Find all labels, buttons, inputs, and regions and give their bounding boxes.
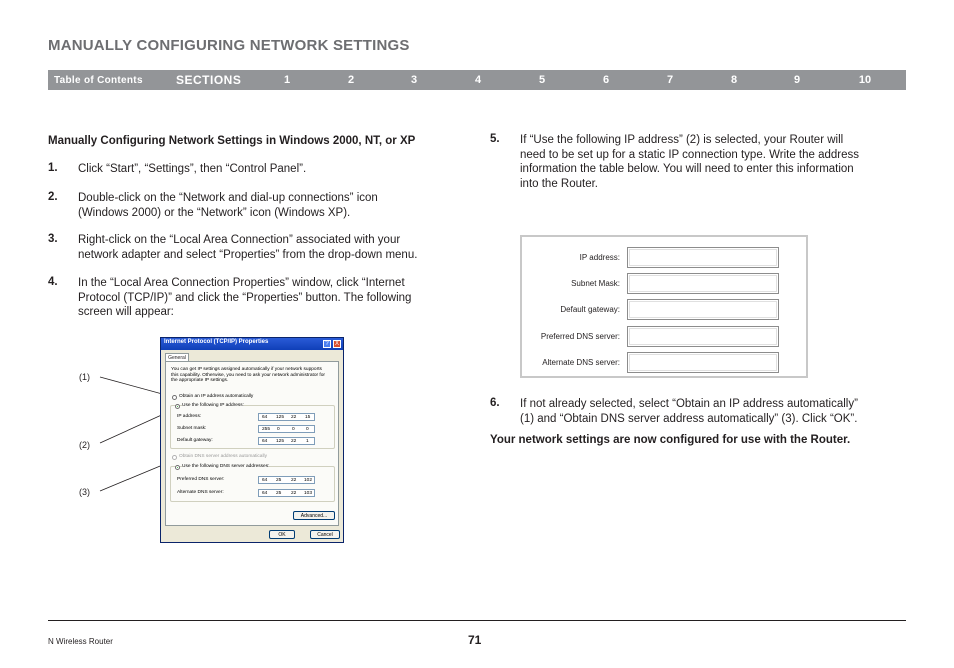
dialog-title: Internet Protocol (TCP/IP) Properties <box>164 339 269 345</box>
step-6-number: 6. <box>490 397 500 409</box>
table-field-alternate-dns[interactable] <box>627 352 779 373</box>
step-3-number: 3. <box>48 233 58 245</box>
step-3-text: Right-click on the “Local Area Connection” associated with your network adapter and select “Properties” from the drop-down menu. <box>78 234 418 261</box>
tab-general[interactable]: General <box>165 353 189 362</box>
section-link-5[interactable]: 5 <box>538 74 546 86</box>
footer-divider <box>48 620 906 621</box>
table-label-subnet-mask: Subnet Mask: <box>571 279 620 288</box>
preferred-dns-label: Preferred DNS server: <box>177 477 225 482</box>
section-link-1[interactable]: 1 <box>283 74 291 86</box>
table-label-default-gateway: Default gateway: <box>560 305 620 314</box>
dialog-panel <box>165 361 339 526</box>
callout-label-1: (1) <box>79 372 90 382</box>
footer-product-name: N Wireless Router <box>48 637 113 646</box>
step-1-text: Click “Start”, “Settings”, then “Control Panel”. <box>78 163 307 175</box>
section-link-9[interactable]: 9 <box>793 74 801 86</box>
callout-label-3: (3) <box>79 487 90 497</box>
section-link-2[interactable]: 2 <box>347 74 355 86</box>
dialog-intro: You can get IP settings assigned automatically if your network supports this capability. Otherwise, you need to ask your network administrator for the appropriate IP settings. <box>171 367 326 384</box>
help-icon[interactable]: ? <box>323 340 331 348</box>
step-1-number: 1. <box>48 162 58 174</box>
default-gateway-field[interactable]: 64 125 22 1 <box>258 437 315 445</box>
step-2-number: 2. <box>48 191 58 203</box>
advanced-button[interactable]: Advanced... <box>293 511 335 520</box>
radio-auto-ip-label: Obtain an IP address automatically <box>179 394 254 399</box>
page-title: MANUALLY CONFIGURING NETWORK SETTINGS <box>48 37 410 54</box>
radio-use-dns-label: Use the following DNS server addresses: <box>182 464 270 469</box>
step-5-number: 5. <box>490 133 500 145</box>
table-of-contents-link[interactable]: Table of Contents <box>54 75 143 86</box>
subnet-mask-field[interactable]: 255 0 0 0 <box>258 425 315 433</box>
radio-use-ip[interactable] <box>175 404 180 409</box>
section-link-6[interactable]: 6 <box>602 74 610 86</box>
section-link-10[interactable]: 10 <box>858 74 872 86</box>
table-label-ip-address: IP address: <box>579 253 620 262</box>
dialog-title-bar <box>161 338 343 350</box>
section-link-3[interactable]: 3 <box>410 74 418 86</box>
preferred-dns-field[interactable]: 64 25 22 102 <box>258 476 315 484</box>
page-number: 71 <box>468 633 482 647</box>
tcpip-properties-dialog <box>160 337 344 543</box>
callout-label-2: (2) <box>79 440 90 450</box>
cancel-button[interactable]: Cancel <box>310 530 340 539</box>
step-4-text: In the “Local Area Connection Properties” window, click “Internet Protocol (TCP/IP)” and click the “Properties” button. The following screen will appear: <box>78 277 412 318</box>
alternate-dns-field[interactable]: 64 25 22 103 <box>258 489 315 497</box>
table-field-default-gateway[interactable] <box>627 299 779 320</box>
step-4-number: 4. <box>48 276 58 288</box>
radio-auto-dns-label: Obtain DNS server address automatically <box>179 454 267 459</box>
ip-settings-table <box>520 235 808 378</box>
table-field-ip-address[interactable] <box>627 247 779 268</box>
section-heading: Manually Configuring Network Settings in Windows 2000, NT, or XP <box>48 135 416 147</box>
section-link-8[interactable]: 8 <box>730 74 738 86</box>
radio-use-dns[interactable] <box>175 465 180 470</box>
ip-address-field[interactable]: 64 125 22 15 <box>258 413 315 421</box>
alternate-dns-label: Alternate DNS server: <box>177 490 224 495</box>
ok-button[interactable]: OK <box>269 530 295 539</box>
close-icon[interactable]: X <box>334 341 339 347</box>
step-2-text: Double-click on the “Network and dial-up connections” icon (Windows 2000) or the “Network” icon (Windows XP). <box>78 192 378 219</box>
subnet-mask-label: Subnet mask: <box>177 426 207 431</box>
table-field-subnet-mask[interactable] <box>627 273 779 294</box>
ip-address-label: IP address: <box>177 414 202 419</box>
section-link-7-active[interactable]: 7 <box>666 74 674 86</box>
table-label-alternate-dns: Alternate DNS server: <box>542 358 620 367</box>
radio-auto-ip[interactable] <box>172 395 177 400</box>
table-label-preferred-dns: Preferred DNS server: <box>540 332 620 341</box>
sections-label: SECTIONS <box>176 73 242 87</box>
table-field-preferred-dns[interactable] <box>627 326 779 347</box>
radio-use-ip-label: Use the following IP address: <box>182 403 245 408</box>
step-5-text: If “Use the following IP address” (2) is selected, your Router will need to be set up for a static IP connection type. Write the address information the table below. You will need to enter this information into the Router. <box>520 134 860 190</box>
closing-note: Your network settings are now configured for use with the Router. <box>490 434 851 446</box>
default-gateway-label: Default gateway: <box>177 438 213 443</box>
radio-auto-dns[interactable] <box>172 455 177 460</box>
section-link-4[interactable]: 4 <box>474 74 482 86</box>
step-6-text: If not already selected, select “Obtain an IP address automatically” (1) and “Obtain DNS server address automatically” (3). Click “OK”. <box>520 398 858 425</box>
